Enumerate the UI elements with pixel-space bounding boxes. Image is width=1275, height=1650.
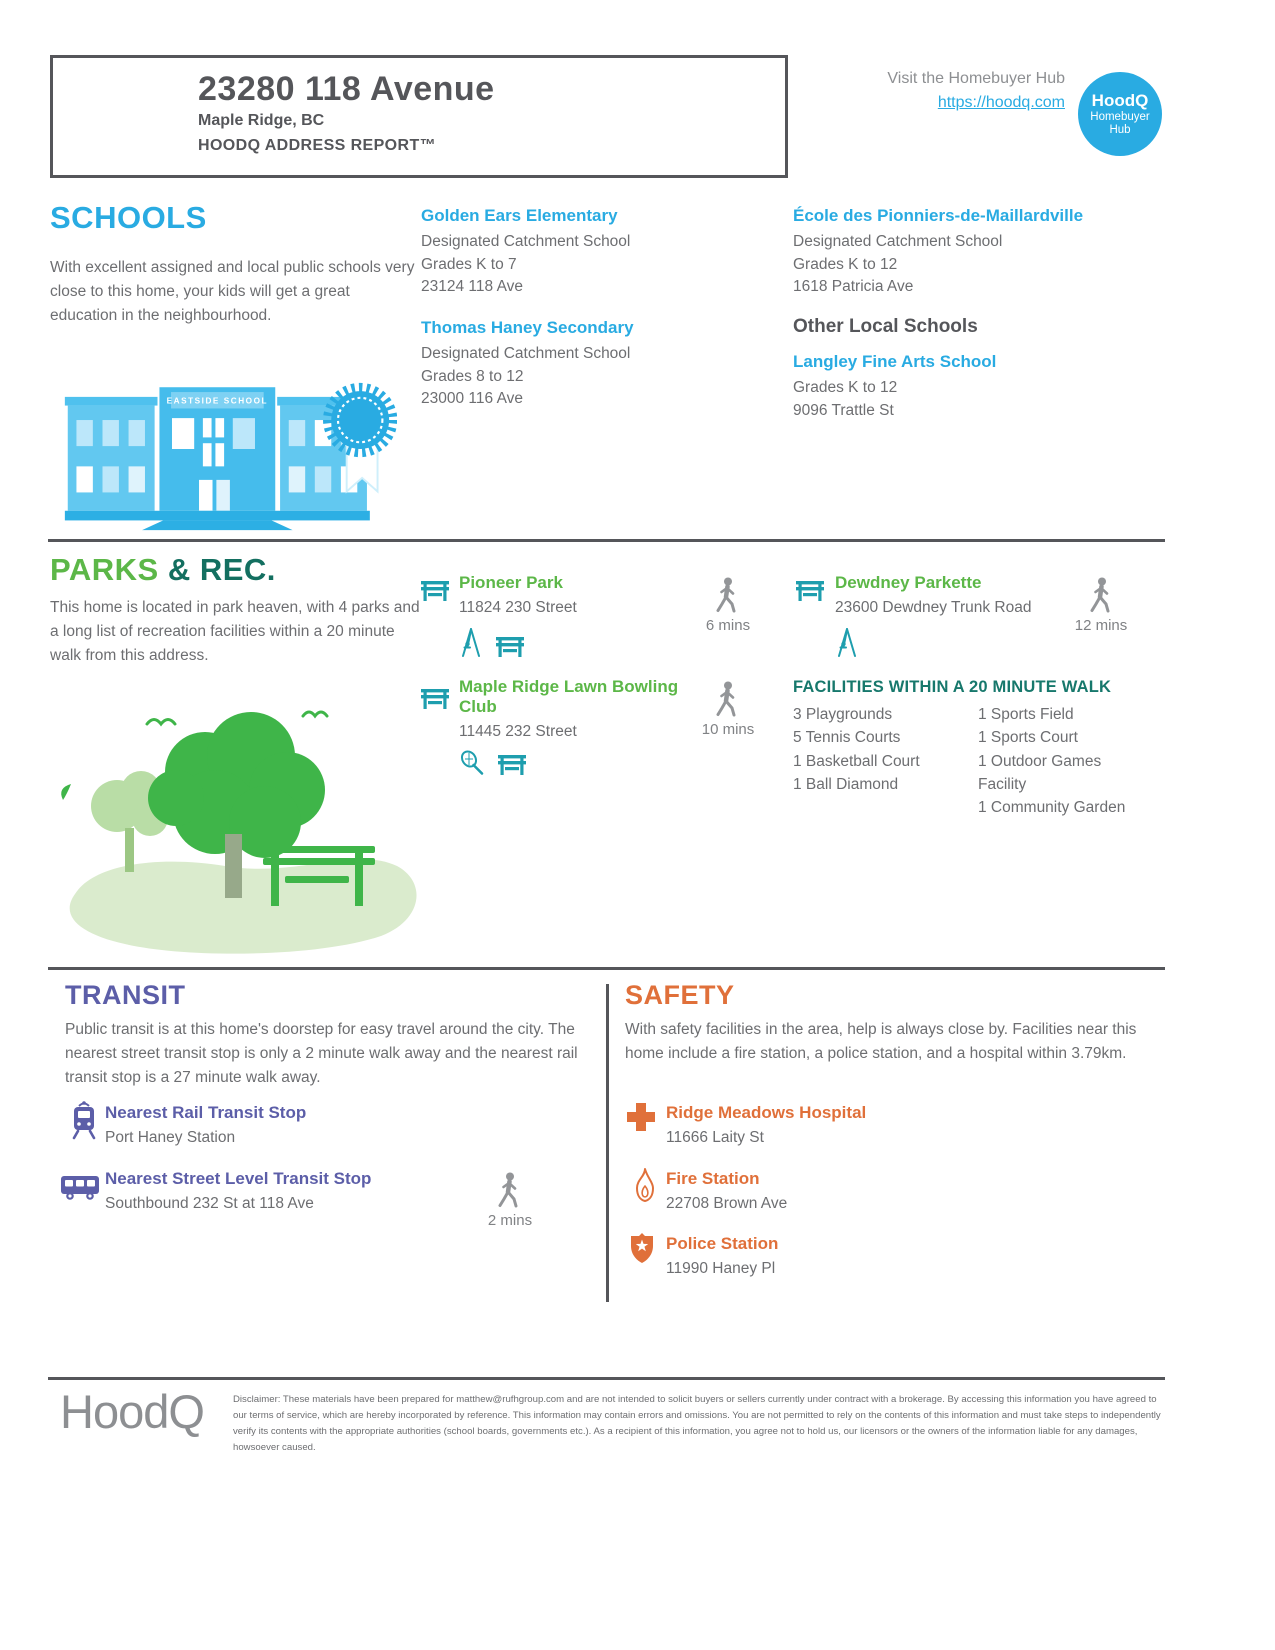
disclaimer-text: Disclaimer: These materials have been prepared for matthew@rufhgroup.com and are not intended to solicit buyers or sellers currently under contract with a brokerage. By accessing this information you have agreed to our terms of service, which are hereby incorporated by reference. This information may contain errors and omissions. You are not permitted to rely on the contents of this information and must take steps to independently verify its contents with the appropriate authorities (school boards, governments etc.). As a recipient of this information, you agree not to hold us, our licensors or the owners of the information liable for any damages, howsoever caused. xyxy=(233,1394,1161,1453)
safety-name: Police Station xyxy=(666,1234,779,1253)
walk-icon xyxy=(714,681,740,722)
flame-icon xyxy=(634,1167,656,1208)
parks-heading-part1: PARKS xyxy=(50,552,159,587)
park-item xyxy=(459,677,691,781)
report-name: HOODQ ADDRESS REPORT™ xyxy=(198,137,437,154)
bench-icon xyxy=(420,580,450,607)
page-subtitle: Maple Ridge, BC xyxy=(198,112,325,129)
school-item xyxy=(421,206,731,298)
hoodq-homebuyer-hub-logo xyxy=(1078,72,1162,156)
train-icon xyxy=(70,1100,98,1145)
park-name: Maple Ridge Lawn Bowling Club xyxy=(459,677,679,717)
rail-stop-label: Nearest Rail Transit Stop xyxy=(105,1103,307,1122)
header-box xyxy=(50,55,788,178)
walk-icon xyxy=(496,1172,522,1213)
school-type: Designated Catchment School xyxy=(793,233,1003,251)
logo-line3: Hub xyxy=(1109,123,1131,136)
facility-item: 3 Playgrounds xyxy=(793,706,893,723)
walk-time: 12 mins xyxy=(1074,617,1128,634)
safety-address: 22708 Brown Ave xyxy=(666,1195,788,1213)
facility-item: 1 Outdoor Games Facility xyxy=(978,752,1102,793)
bench-icon xyxy=(795,580,825,607)
safety-heading: SAFETY xyxy=(625,980,735,1010)
bench-icon xyxy=(495,636,525,663)
walk-time: 2 mins xyxy=(487,1212,533,1229)
safety-address: 11666 Laity St xyxy=(666,1129,764,1147)
facility-item: 5 Tennis Courts xyxy=(793,729,901,747)
school-building-illustration xyxy=(57,366,397,532)
facility-item: 1 Ball Diamond xyxy=(793,775,899,793)
parks-heading xyxy=(50,552,276,588)
school-name: Thomas Haney Secondary xyxy=(421,318,634,337)
school-address: 9096 Trattle St xyxy=(793,401,894,419)
other-local-schools-heading: Other Local Schools xyxy=(793,316,978,337)
footer-divider xyxy=(48,1377,1165,1380)
page-title: 23280 118 Avenue xyxy=(198,70,495,108)
school-grades: Grades K to 12 xyxy=(793,379,898,397)
rail-transit-stop xyxy=(105,1103,505,1150)
park-item xyxy=(459,573,709,663)
section-divider xyxy=(48,967,1165,970)
facility-item: 1 Sports Field xyxy=(978,706,1074,723)
school-grades: Grades K to 12 xyxy=(793,255,898,273)
swing-icon xyxy=(459,626,483,663)
hoodq-wordmark: HoodQ xyxy=(60,1385,204,1438)
school-sign-label: EASTSIDE SCHOOL xyxy=(166,396,269,406)
safety-item xyxy=(666,1169,1086,1216)
street-stop-value: Southbound 232 St at 118 Ave xyxy=(105,1195,314,1213)
transit-intro: Public transit is at this home's doorstep for easy travel around the city. The nearest street transit stop is only a 2 minute walk away and the nearest rail transit stop is a 27 minute walk away. xyxy=(65,1021,578,1087)
section-divider xyxy=(48,539,1165,542)
school-item xyxy=(421,318,731,410)
homebuyer-hub-link-wrap xyxy=(820,94,1065,112)
walk-icon xyxy=(714,577,740,618)
hoodq-link[interactable]: https://hoodq.com xyxy=(937,94,1065,111)
school-grades: Grades K to 7 xyxy=(421,255,517,273)
facilities-heading: FACILITIES WITHIN A 20 MINUTE WALK xyxy=(793,678,1112,696)
school-item xyxy=(793,206,1133,298)
safety-item xyxy=(666,1234,1086,1281)
park-illustration xyxy=(55,694,425,962)
park-address: 23600 Dewdney Trunk Road xyxy=(835,599,1032,617)
tennis-racquet-icon xyxy=(459,750,485,781)
safety-name: Fire Station xyxy=(666,1169,760,1188)
walk-time: 10 mins xyxy=(701,721,755,738)
school-grades: Grades 8 to 12 xyxy=(421,367,524,385)
schools-intro: With excellent assigned and local public schools very close to this home, your kids will get a great education in the neighbourhood. xyxy=(50,259,415,325)
facility-item: 1 Sports Court xyxy=(978,729,1078,747)
transit-heading: TRANSIT xyxy=(65,980,186,1010)
safety-item xyxy=(666,1103,1086,1150)
school-name: École des Pionniers-de-Maillardville xyxy=(793,206,1084,225)
park-name: Pioneer Park xyxy=(459,573,563,592)
rail-stop-value: Port Haney Station xyxy=(105,1129,236,1147)
safety-intro: With safety facilities in the area, help is always close by. Facilities near this home include a fire station, a police station, and a hospital within 3.79km. xyxy=(625,1021,1137,1063)
facilities-column-2 xyxy=(978,703,1148,819)
facility-item: 1 Basketball Court xyxy=(793,752,920,770)
park-address: 11824 230 Street xyxy=(459,599,577,617)
walk-icon xyxy=(1088,577,1114,618)
school-type: Designated Catchment School xyxy=(421,233,631,251)
school-type: Designated Catchment School xyxy=(421,345,631,363)
schools-heading: SCHOOLS xyxy=(50,200,207,235)
facilities-column-1 xyxy=(793,703,975,796)
safety-name: Ridge Meadows Hospital xyxy=(666,1103,867,1122)
school-name: Langley Fine Arts School xyxy=(793,352,997,371)
safety-address: 11990 Haney Pl xyxy=(666,1260,776,1278)
school-address: 1618 Patricia Ave xyxy=(793,277,914,295)
park-name: Dewdney Parkette xyxy=(835,573,982,592)
column-divider xyxy=(606,984,609,1302)
police-badge-icon xyxy=(629,1232,655,1269)
parks-intro: This home is located in park heaven, with 4 parks and a long list of recreation facilities within a 20 minute walk from this address. xyxy=(50,599,420,665)
parks-heading-part2: & REC. xyxy=(158,552,276,587)
swing-icon xyxy=(835,626,859,663)
school-illustration-svg xyxy=(57,366,397,532)
logo-line2: Homebuyer xyxy=(1090,110,1150,123)
school-name: Golden Ears Elementary xyxy=(421,206,618,225)
bench-icon xyxy=(497,754,527,781)
school-item xyxy=(793,352,1133,422)
homebuyer-hub-text: Visit the Homebuyer Hub xyxy=(887,70,1065,87)
street-transit-stop xyxy=(105,1169,525,1216)
bus-icon xyxy=(60,1174,100,1207)
school-address: 23124 118 Ave xyxy=(421,277,523,295)
street-stop-label: Nearest Street Level Transit Stop xyxy=(105,1169,372,1188)
hospital-cross-icon xyxy=(625,1101,657,1138)
park-address: 11445 232 Street xyxy=(459,723,577,741)
school-address: 23000 116 Ave xyxy=(421,389,523,407)
walk-time: 6 mins xyxy=(705,617,751,634)
facility-item: 1 Community Garden xyxy=(978,799,1126,816)
logo-line1: HoodQ xyxy=(1091,91,1149,110)
